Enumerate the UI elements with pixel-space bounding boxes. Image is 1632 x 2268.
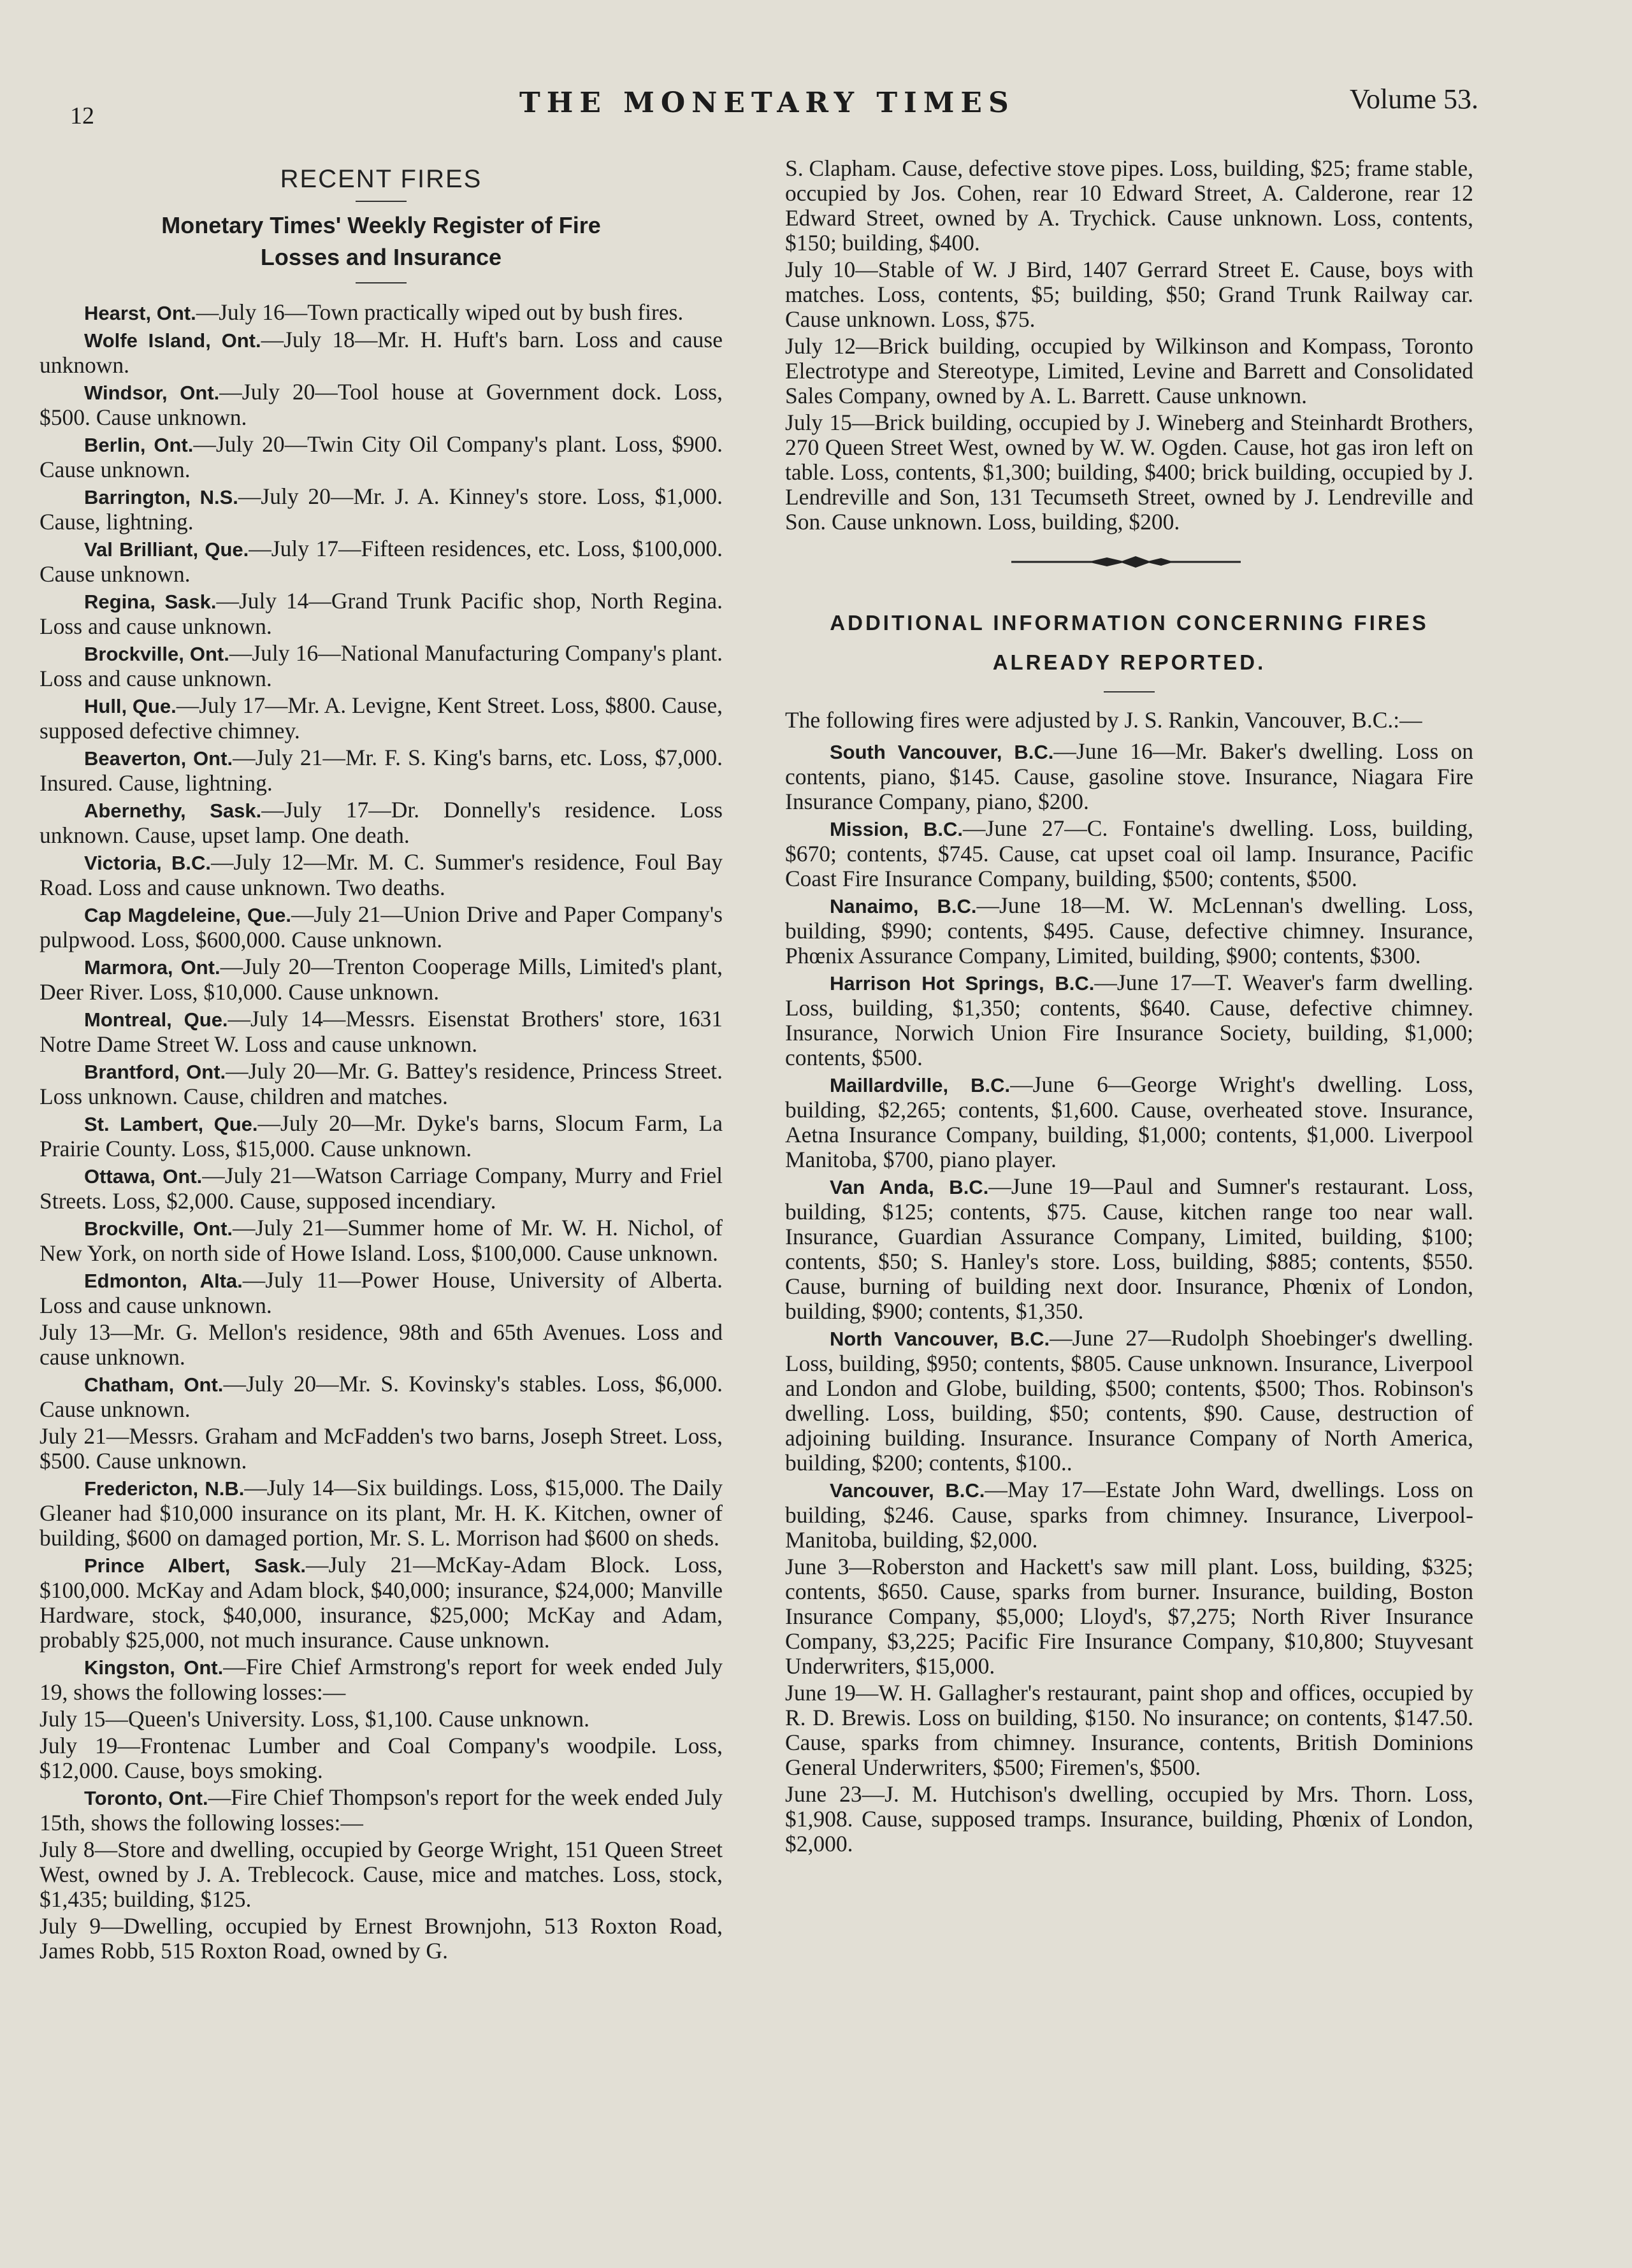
left-column (40, 159, 723, 1965)
entry-place: North Vancouver, B.C. (830, 1328, 1050, 1350)
fire-entry (40, 1785, 723, 1835)
entry-place: Maillardville, B.C. (830, 1074, 1011, 1096)
continuation-block (785, 156, 1473, 535)
entry-place: Vancouver, B.C. (830, 1479, 985, 1502)
fire-entry (785, 970, 1473, 1070)
entry-text: —June 27—C. Fontaine's dwelling. Loss, building, $670; contents, $745. Cause, cat upset coal oil lamp. Insurance, Pacific Coast Fire Insurance Company, building, $500; contents, $500. (785, 815, 1473, 891)
fire-entry (40, 1654, 723, 1705)
fire-entry (40, 300, 723, 326)
entry-place: Van Anda, B.C. (830, 1176, 989, 1198)
entry-text: —July 21—Summer home of Mr. W. H. Nichol, of New York, on north side of Howe Island. Loss, $100,000. Cause unknown. (40, 1215, 723, 1266)
entry-text: —May 17—Estate John Ward, dwellings. Loss on building, $246. Cause, sparks from chimney. Insurance, Liverpool-Manitoba, building, $2,000. (785, 1477, 1473, 1553)
entry-text: —July 21—Union Drive and Paper Company's pulpwood. Loss, $600,000. Cause unknown. (40, 901, 723, 952)
entry-place: Brantford, Ont. (84, 1061, 226, 1083)
entry-text: —July 20—Twin City Oil Company's plant. Loss, $900. Cause unknown. (40, 431, 723, 482)
entry-text: —Fire Chief Thompson's report for the week ended July 15th, shows the following losses:— (40, 1784, 723, 1835)
entry-place: Kingston, Ont. (84, 1656, 224, 1679)
fire-entry (40, 1475, 723, 1551)
continuation-paragraph: July 12—Brick building, occupied by Wilkinson and Kompass, Toronto Electrotype and Stereotype, Limited, Levine and Barrett and Consolidated Sales Company, owned by A. L. Barrett. Cause unknown. (785, 333, 1473, 408)
entry-place: Chatham, Ont. (84, 1374, 224, 1396)
entry-place: Hull, Que. (84, 695, 177, 717)
entry-text: —July 17—Dr. Donnelly's residence. Loss unknown. Cause, upset lamp. One death. (40, 797, 723, 848)
entry-text: —July 20—Trenton Cooperage Mills, Limited's plant, Deer River. Loss, $10,000. Cause unknown. (40, 954, 723, 1005)
entry-place: Harrison Hot Springs, B.C. (830, 972, 1095, 994)
entry-place: Berlin, Ont. (84, 434, 194, 456)
fire-entry (40, 954, 723, 1005)
fire-entry (40, 1059, 723, 1109)
additional-heading: ADDITIONAL INFORMATION CONCERNING FIRES ALREADY REPORTED. (830, 611, 1429, 674)
entry-text: —July 20—Tool house at Government dock. Loss, $500. Cause unknown. (40, 379, 723, 430)
fire-entry (40, 327, 723, 378)
continuation-paragraph: July 10—Stable of W. J Bird, 1407 Gerrard Street E. Cause, boys with matches. Loss, contents, $5; building, $50; Grand Trunk Railway car. Cause unknown. Loss, $75. (785, 257, 1473, 332)
fire-entry (40, 1007, 723, 1057)
continuation-paragraph: S. Clapham. Cause, defective stove pipes. Loss, building, $25; frame stable, occupied by Jos. Cohen, rear 10 Edward Street, A. Calderone, rear 12 Edward Street, owned by A. Trychick. Cause unknown. Loss, contents, $150; building, $400. (785, 155, 1473, 255)
ornament-rule (1011, 552, 1241, 571)
ornament-divider (785, 552, 1473, 578)
fire-entry (40, 745, 723, 796)
fire-entry (40, 380, 723, 430)
divider (1104, 691, 1155, 693)
entry-place: Beaverton, Ont. (84, 747, 233, 770)
entry-text: —July 12—Mr. M. C. Summer's residence, Foul Bay Road. Loss and cause unknown. Two deaths. (40, 849, 723, 900)
entry-place: Prince Albert, Sask. (84, 1554, 307, 1577)
fire-entry (40, 693, 723, 743)
divider (356, 282, 407, 284)
entry-place: Toronto, Ont. (84, 1787, 208, 1809)
entry-sub-paragraph: June 23—J. M. Hutchison's dwelling, occupied by Mrs. Thorn. Loss, $1,908. Cause, supposed tramps. Insurance, building, Phœnix of London, $2,000. (785, 1781, 1473, 1856)
entry-text: —July 21—McKay-Adam Block. Loss, $100,000. McKay and Adam block, $40,000; insurance, $24,000; Manville Hardware, stock, $40,000, insurance, $25,000; McKay and Adam, probably $25,000, not much insurance. Cause unknown. (40, 1552, 723, 1653)
entry-place: Barrington, N.S. (84, 486, 238, 508)
right-entries (785, 739, 1473, 1856)
entry-text: —July 21—Watson Carriage Company, Murry and Friel Streets. Loss, $2,000. Cause, supposed incendiary. (40, 1163, 723, 1214)
entry-place: Cap Magdeleine, Que. (84, 904, 291, 926)
entry-sub-paragraph: July 19—Frontenac Lumber and Coal Company's woodpile. Loss, $12,000. Cause, boys smoking. (40, 1733, 723, 1783)
fire-entry (785, 893, 1473, 968)
divider (356, 201, 407, 202)
entry-place: Marmora, Ont. (84, 956, 220, 979)
fire-entry (785, 1326, 1473, 1475)
entry-text: —June 16—Mr. Baker's dwelling. Loss on contents, piano, $145. Cause, gasoline stove. Insurance, Niagara Fire Insurance Company, piano, $200. (785, 738, 1473, 814)
entry-text: —July 14—Messrs. Eisenstat Brothers' store, 1631 Notre Dame Street W. Loss and cause unknown. (40, 1006, 723, 1057)
left-entries (40, 300, 723, 1963)
entry-text: —July 21—Mr. F. S. King's barns, etc. Loss, $7,000. Insured. Cause, lightning. (40, 745, 723, 796)
intro-paragraph: The following fires were adjusted by J. S. Rankin, Vancouver, B.C.:— (785, 707, 1422, 733)
entry-text: —July 17—Fifteen residences, etc. Loss, $100,000. Cause unknown. (40, 536, 723, 587)
page-number: 12 (70, 103, 94, 129)
entry-place: Fredericton, N.B. (84, 1477, 245, 1500)
entry-place: Windsor, Ont. (84, 382, 220, 404)
running-title: THE MONETARY TIMES (519, 87, 1015, 119)
entry-place: Victoria, B.C. (84, 852, 211, 874)
fire-entry (785, 816, 1473, 891)
fire-entry (40, 641, 723, 691)
fire-entry (40, 1372, 723, 1422)
entry-text: —July 20—Mr. Dyke's barns, Slocum Farm, La Prairie County. Loss, $15,000. Cause unknown. (40, 1110, 723, 1161)
volume-label: Volume 53. (1349, 83, 1478, 115)
entry-text: —June 18—M. W. McLennan's dwelling. Loss, building, $990; contents, $495. Cause, defective chimney. Insurance, Phœnix Assurance Company, Limited, building, $900; contents, $300. (785, 893, 1473, 968)
entry-sub-paragraph: July 8—Store and dwelling, occupied by George Wright, 151 Queen Street West, owned by J. A. Treblecock. Cause, mice and matches. Loss, stock, $1,435; building, $125. (40, 1837, 723, 1912)
entry-text: —July 11—Power House, University of Alberta. Loss and cause unknown. (40, 1267, 723, 1318)
entry-sub-paragraph: July 13—Mr. G. Mellon's residence, 98th and 65th Avenues. Loss and cause unknown. (40, 1319, 723, 1370)
fire-entry (785, 1174, 1473, 1324)
entry-place: St. Lambert, Que. (84, 1113, 258, 1135)
entry-place: Regina, Sask. (84, 591, 217, 613)
entry-place: Montreal, Que. (84, 1008, 228, 1031)
entry-place: Edmonton, Alta. (84, 1270, 243, 1292)
fire-entry (785, 739, 1473, 814)
entry-place: Brockville, Ont. (84, 1217, 233, 1240)
entry-place: Brockville, Ont. (84, 643, 229, 665)
entry-text: —July 18—Mr. H. Huft's barn. Loss and cause unknown. (40, 327, 723, 378)
entry-place: Hearst, Ont. (84, 302, 196, 324)
entry-text: —July 16—National Manufacturing Company's plant. Loss and cause unknown. (40, 640, 723, 691)
fire-entry (40, 1216, 723, 1266)
entry-sub-paragraph: July 9—Dwelling, occupied by Ernest Brownjohn, 513 Roxton Road, James Robb, 515 Roxton Road, owned by G. (40, 1913, 723, 1963)
fire-entry (40, 432, 723, 482)
entry-text: —June 27—Rudolph Shoebinger's dwelling. Loss, building, $950; contents, $805. Cause unknown. Insurance, Liverpool and London and Globe, building, $500; contents, $500; Thos. Robinson's dwelling. Loss, building, $50; contents, $90. Cause, destruction of adjoining building. Insurance. Insurance Company of North America, building, $200; contents, $100.. (785, 1325, 1474, 1475)
entry-text: —July 14—Six buildings. Loss, $15,000. The Daily Gleaner had $10,000 insurance on its plant, Mr. H. K. Kitchen, owner of building, $600 on damaged portion, Mr. S. L. Morrison had $600 on sheds. (40, 1475, 723, 1551)
entry-text: —July 17—Mr. A. Levigne, Kent Street. Loss, $800. Cause, supposed defective chimney. (40, 693, 723, 743)
fire-entry (40, 589, 723, 639)
entry-place: South Vancouver, B.C. (830, 741, 1054, 763)
entry-place: Ottawa, Ont. (84, 1165, 203, 1188)
fire-entry (40, 536, 723, 587)
right-column (785, 156, 1473, 1858)
fire-entry (40, 902, 723, 952)
fire-entry (785, 1477, 1473, 1553)
fire-entry (40, 484, 723, 535)
page-header (64, 83, 1478, 129)
entry-sub-paragraph: July 15—Queen's University. Loss, $1,100. Cause unknown. (40, 1706, 589, 1732)
section-subheading: Monetary Times' Weekly Register of Fire Losses and Insurance (161, 212, 601, 270)
entry-text: —July 14—Grand Trunk Pacific shop, North Regina. Loss and cause unknown. (40, 588, 723, 639)
fire-entry (40, 1111, 723, 1161)
entry-text: —June 6—George Wright's dwelling. Loss, building, $2,265; contents, $1,600. Cause, overheated stove. Insurance, Aetna Insurance Company, building, $1,000; contents, $1,000. Liverpool Manitoba, $700, piano player. (785, 1072, 1473, 1172)
entry-place: Nanaimo, B.C. (830, 895, 977, 917)
entry-sub-paragraph: June 19—W. H. Gallagher's restaurant, paint shop and offices, occupied by R. D. Brewis. Loss on building, $150. No insurance; on contents, $147.50. Cause, sparks from chimney. Insurance, contents, British Dominions General Underwriters, $500; Firemen's, $500. (785, 1680, 1473, 1780)
entry-text: —July 20—Mr. J. A. Kinney's store. Loss, $1,000. Cause, lightning. (40, 484, 723, 535)
entry-text: —June 19—Paul and Sumner's restaurant. Loss, building, $125; contents, $75. Cause, kitchen range too near wall. Insurance, Guardian Assurance Company, Limited, building, $100; contents, $50; S. Hanley's store. Loss, building, $885; contents, $550. Cause, burning of building next door. Insurance, Phœnix of London, building, $900; contents, $1,350. (785, 1173, 1473, 1324)
fire-entry (785, 1072, 1473, 1172)
entry-place: Wolfe Island, Ont. (84, 329, 261, 352)
fire-entry (40, 798, 723, 848)
fire-entry (40, 1163, 723, 1214)
entry-place: Mission, B.C. (830, 818, 963, 840)
entry-sub-paragraph: July 21—Messrs. Graham and McFadden's two barns, Joseph Street. Loss, $500. Cause unknown. (40, 1423, 723, 1474)
entry-text: —Fire Chief Armstrong's report for week ended July 19, shows the following losses:— (40, 1654, 723, 1705)
entry-sub-paragraph: June 3—Roberston and Hackett's saw mill plant. Loss, building, $325; contents, $650. Cause, sparks from burner. Insurance, building, Boston Insurance Company, $5,000; Lloyd's, $7,275; North River Insurance Company, $3,225; Pacific Fire Insurance Company, $10,800; Stuyvesant Underwriters, $15,000. (785, 1554, 1473, 1679)
entry-text: —July 20—Mr. S. Kovinsky's stables. Loss, $6,000. Cause unknown. (40, 1371, 723, 1422)
entry-place: Val Brilliant, Que. (84, 538, 249, 561)
fire-entry (40, 850, 723, 900)
entry-place: Abernethy, Sask. (84, 800, 262, 822)
section-heading: RECENT FIRES (280, 165, 482, 193)
entry-text: —July 16—Town practically wiped out by bush fires. (196, 299, 684, 325)
fire-entry (40, 1268, 723, 1318)
fire-entry (40, 1553, 723, 1653)
continuation-paragraph: July 15—Brick building, occupied by J. Wineberg and Steinhardt Brothers, 270 Queen Street West, owned by W. W. Ogden. Cause, hot gas iron left on table. Loss, contents, $1,300; building, $400; brick building, occupied by J. Lendreville and Son, 131 Tecumseth Street, owned by J. Lendreville and Son. Cause unknown. Loss, building, $200. (785, 410, 1473, 535)
entry-text: —July 20—Mr. G. Battey's residence, Princess Street. Loss unknown. Cause, children and matches. (40, 1058, 723, 1109)
entry-text: —June 17—T. Weaver's farm dwelling. Loss, building, $1,350; contents, $640. Cause, defective chimney. Insurance, Norwich Union Fire Insurance Society, building, $1,000; contents, $500. (785, 970, 1474, 1070)
